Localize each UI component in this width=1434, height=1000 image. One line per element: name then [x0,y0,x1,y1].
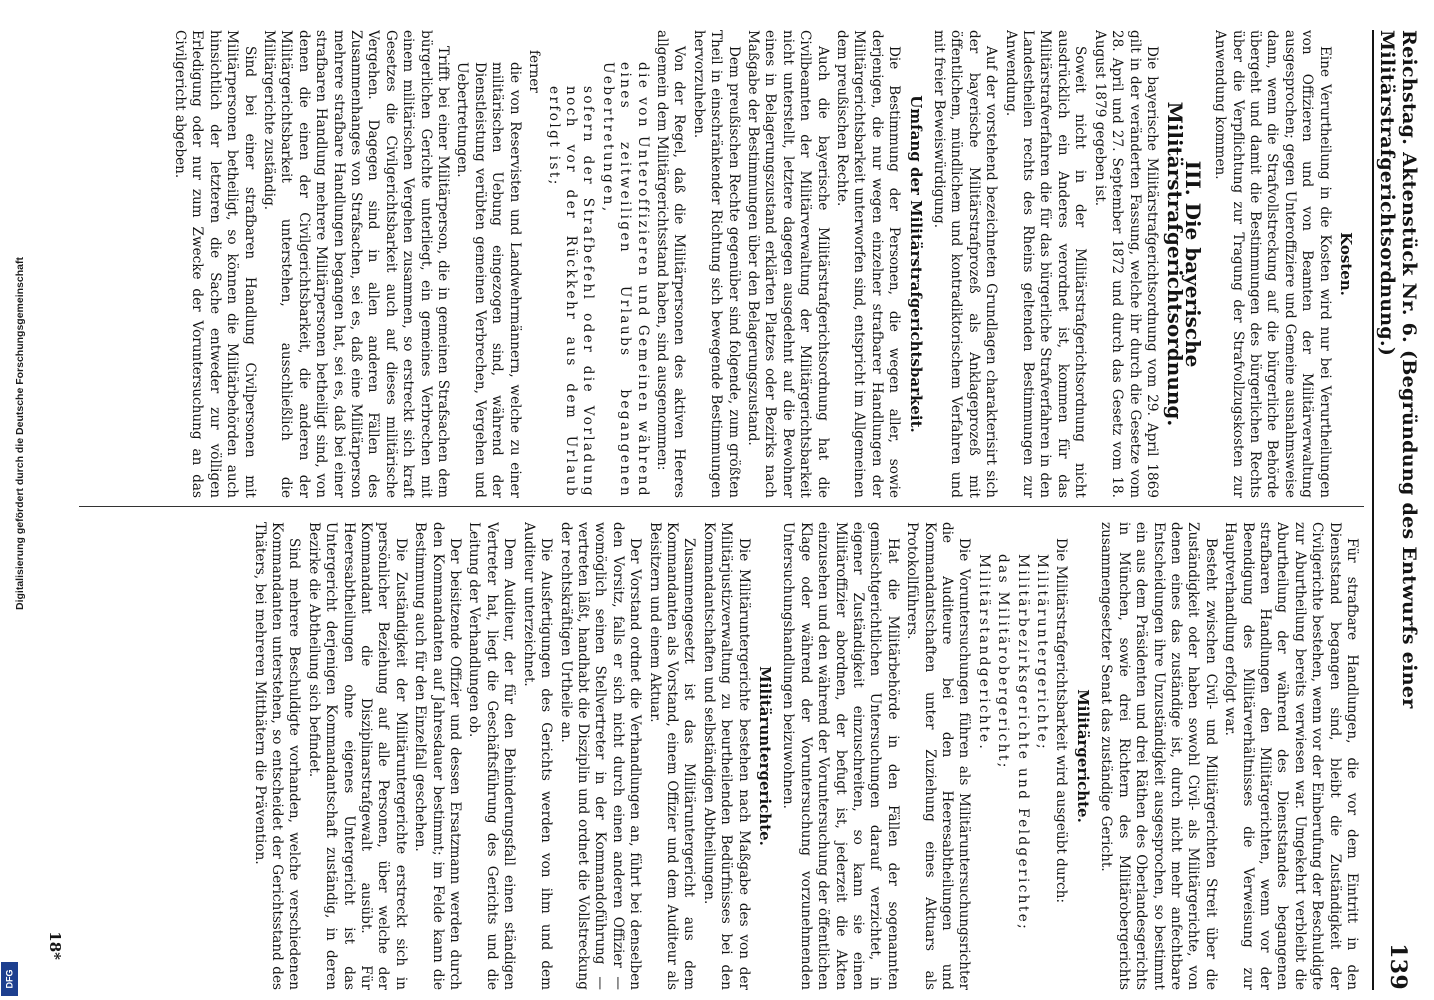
right-column [80,522,1360,990]
indented-clause: ferner [526,50,543,93]
paragraph: Die bayerische Militärstrafgerichtsordnung vom 29. April 1869 gilt in der veränderten Fassung, welche ihr durch die Gesetze vom 28. April und 27. September 1872 und durch das Gesetz vom 18. August 1879 gegeben ist. [1091,30,1160,498]
running-header [1376,30,1420,990]
column-divider [79,506,1364,507]
paragraph: Der Vorstand ordnet die Verhandlungen an, führt bei denselben den Vorsitz, falls er sich nicht durch einen anderen Offizier — womöglich seinen Stellvertreter in der Kommandoführung — vertreten läßt, handhabt die Disziplin und ordnet die Vollstreckung der rechtskräftigen Urtheile an. [557,522,644,990]
indented-clause: die von Unteroffizieren und Gemeinen während eines zeitweiligen Urlaubs begangenen Uebertretungen, [599,62,651,498]
paragraph: Der beisitzende Offizier und dessen Ersatzmann werden durch den Kommandanten auf Jahresdauer bestimmt; im Felde kann die Bestimmung auch für den Einzelfall geschehen. [412,522,464,990]
court-list-item: Militäruntergerichte; [1034,554,1051,751]
paragraph: Die Militäruntergerichte bestehen nach Maßgabe des von der Militärjustizverwaltung zu beurtheilenden Bedürfnisses bei den Kommandantschaften und selbständigen Abtheilungen. [700,522,752,990]
dfg-attribution [0,0,26,1000]
paragraph: Sind mehrere Beschuldigte vorhanden, welche verschiedenen Kommandanten unterstehen, so entscheidet der Gerichtsstand des Thäters, bei mehreren Mitthätern die Prävention. [251,522,303,990]
dfg-logo-text: DFG [4,969,15,989]
paragraph: Zusammengesetzt ist das Militäruntergericht aus dem Kommandanten als Vorstand, einem Offizier und dem Auditeur als Beisitzern und einem Aktuar. [646,522,698,990]
paragraph: Die Militärstrafgerichtsbarkeit wird ausgeübt durch: [1053,538,1070,904]
heading-kosten: Kosten. [1337,232,1355,296]
paragraph: Die Bestimmung der Personen, die wegen aller, sowie derjenigen, die nur wegen einzelner strafbarer Handlungen der Militärgerichtsbarkeit unterworfen sind, entspricht im Allgemeinen dem preußischen Rechte. [834,30,903,498]
paragraph: Auch die bayerische Militärstrafgerichtsordnung hat die Civilbeamten der Militärverwaltung der Militärgerichtsbarkeit nicht unterstellt, letztere dagegen ausgedehnt auf die Bewohner eines in Belagerungszustand erklärten Platzes oder Bezirks nach Maßgabe der Bestimmungen über den Belagerungszustand. [745,30,831,498]
paragraph: Dem preußischen Rechte gegenüber sind folgende, zum größten Theil in einschränkender Richtung sich bewegende Bestimmungen hervorzuheben. [690,30,742,498]
paragraph: Hat die Militärbehörde in den Fällen der sogenannten gemischtgerichtlichen Untersuchungen darauf verzichtet, in eigener Zuständigkeit einzuschreiten, so kann sie einen Militäroffizier abordnen, der befugt ist, jederzeit die Akten einzusehen und den während der Voruntersuchung der öffentlichen Klage oder während der Voruntersuchung vorzunehmenden Untersuchungshandlungen beizuwohnen. [780,522,901,990]
paragraph: Die Ausfertigungen des Gerichts werden von ihm und dem Auditeur unterzeichnet. [520,522,555,990]
court-list-item: das Militärobergericht; [995,554,1012,770]
attribution-text: Digitalisierung gefördert durch die Deutsche Forschungsgemeinschaft [14,257,26,610]
paragraph: Trifft bei einer Militärperson, die in gemeinen Strafsachen dem bürgerlichen Gerichte unterliegt, ein gemeines Verbrechen mit einem militärischen Vergehen zusammen, so erstreckt sich kraft Gesetzes die Civilgerichtsbarkeit auch auf dieses militärische Vergehen. Dagegen sind in allen anderen Fällen des Zusammenhanges von Strafsachen, sei es, daß eine Militärperson mehrere strafbare Handlungen begangen hat, sei es, daß bei einer strafbaren Handlung mehrere Militärpersonen betheiligt sind, von denen die einen der Civilgerichtsbarkeit, die anderen der Militärgerichtsbarkeit unterstehen, ausschließlich die Militärgerichte zuständig. [261,30,452,498]
left-column [80,30,1360,498]
heading-section-iii: III. Die bayerische Militärstrafgerichtsordnung. [1163,101,1205,427]
paragraph: Soweit nicht in der Militärstrafgerichtsordnung nicht ausdrücklich ein Anderes verordnet ist, kommen für das Militärstrafverfahren die für das bürgerliche Strafverfahren in den Landestheilen rechts des Rheins geltenden Bestimmungen zur Anwendung. [1002,30,1089,498]
heading-umfang: Umfang der Militärstrafgerichtsbarkeit. [906,95,925,433]
signature-mark: 18* [46,931,64,960]
header-rule [1372,30,1374,990]
dfg-logo-icon [1,962,18,996]
paragraph: Die Voruntersuchungen führen als Militäruntersuchungsrichter die Auditeure bei den Heeresabtheilungen und Kommandantschaften unter Zuziehung eines Aktuars als Protokollführers. [904,522,973,990]
indented-clause: sofern der Strafbefehl oder die Vorladung noch vor der Rückkehr aus dem Urlaub erfolgt ist; [545,86,597,498]
court-list-item: Militärstandgerichte. [975,554,992,752]
court-list-item: Militärbezirksgerichte und Feldgerichte; [1014,554,1031,932]
paragraph: Besteht zwischen Civil- und Militärgerichten Streit über die Zuständigkeit oder haben sowohl Civil- als Militärgerichte, von denen eines das zuständige ist, durch nicht mehr anfechtbare Entscheidungen ihre Unzuständigkeit ausgesprochen, so bestimmt ein aus dem Präsidenten und drei Räthen des Oberlandesgerichts in München, sowie drei Richtern des Militärobergerichts zusammengesetzter Senat das zuständige Gericht. [1098,522,1219,990]
paragraph: Von der Regel, daß die Militärpersonen des aktiven Heeres allgemein dem Militärgerichtsstand haben, sind ausgenommen: [653,30,688,498]
paragraph: Für strafbare Handlungen, die vor dem Eintritt in den Dienststand begangen sind, bleibt die Zuständigkeit der Civilgerichte bestehen, wenn vor der Einberufung der Beschuldigte zur Aburtheilung bereits verwiesen war. Umgekehrt verbleibt die Aburtheilung der während des Dienststandes begangenen strafbaren Handlungen den Militärgerichten, wenn vor der Beendigung des Militärverhältnisses die Verweisung zur Hauptverhandlung erfolgt war. [1222,522,1360,990]
paragraph: Dem Auditeur, der für den Behinderungsfall einen ständigen Vertreter hat, liegt die Geschäftsführung des Gerichts und die Leitung der Verhandlungen ob. [466,522,518,990]
page-number: 139 [1385,943,1411,990]
paragraph: Die Zuständigkeit der Militäruntergerichte erstreckt sich in persönlicher Beziehung auf alle Personen, über welche der Kommandant die Disziplinarstrafgewalt ausübt. Für Heeresabtheilungen ohne eigenes Untergericht ist das Untergericht derjenigen Kommandantschaft zuständig, in deren Bezirke die Abtheilung sich befindet. [305,522,409,990]
paragraph: Auf der vorstehend bezeichneten Grundlagen charakterisirt sich der bayerische Militärstrafprozeß als Anklageprozeß mit öffentlichem, mündlichem und kontradiktorischem Verfahren und mit freier Beweiswürdigung. [931,30,1000,498]
paragraph: Sind bei einer strafbaren Handlung Civilpersonen mit Militärpersonen betheiligt, so können die Militärbehörden auch hinsichtlich der letzteren die Sache entweder zur völligen Erledigung oder nur zum Zwecke der Voruntersuchung an das Civilgericht abgeben. [172,30,258,498]
indented-clause: die von Reservisten und Landwehrmännern, welche zu einer militärischen Uebung eingezogen sind, während der Dienstleistung verübten gemeinen Verbrechen, Vergehen und Uebertretungen. [454,62,523,498]
header-title: Reichstag. Aktenstück Nr. 6. (Begründung des Entwurfs einer Militärstrafgerichtsordnung.) [1376,30,1420,709]
heading-militaergerichte: Militärgerichte. [1073,689,1092,823]
heading-untergerichte: Militäruntergerichte. [756,666,774,846]
paragraph: Eine Verurtheilung in die Kosten wird nur bei Verurtheilungen von Offizieren und von Beamten der Militärverwaltung ausgesprochen; gegen Unteroffiziere und Gemeine ausnahmsweise dann, wenn die Strafvollstreckung auf die bürgerliche Behörde übergeht und damit die Bestimmungen des bürgerlichen Rechts über die Verpflichtung zur Tragung der Strafvollzugskosten zur Anwendung kommen. [1212,30,1333,498]
